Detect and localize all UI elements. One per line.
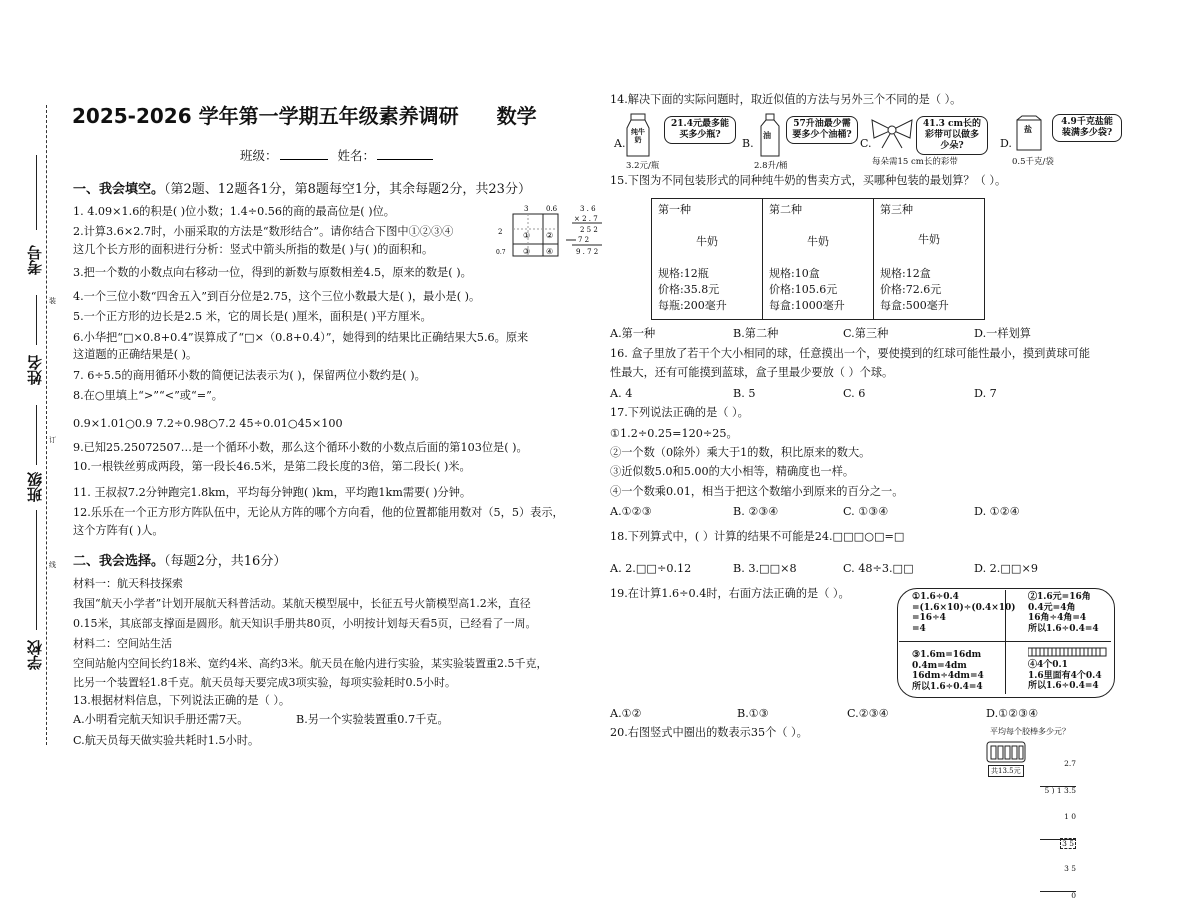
question: 8.在○里填上“>”“<”或“=”。 bbox=[73, 389, 223, 402]
option-letter[interactable]: B. bbox=[742, 137, 754, 150]
package-spec: 规格:12瓶 bbox=[658, 267, 709, 280]
name-label: 姓名 bbox=[26, 355, 44, 385]
exam-title bbox=[72, 100, 537, 129]
option[interactable]: B. ②③④ bbox=[733, 505, 779, 518]
svg-text:0.7: 0.7 bbox=[496, 249, 506, 256]
binding-mark: 装 bbox=[49, 297, 56, 305]
svg-text:②: ② bbox=[546, 231, 554, 240]
option[interactable]: B.①③ bbox=[737, 707, 769, 720]
student-info bbox=[240, 146, 433, 164]
option[interactable]: C. ①③④ bbox=[843, 505, 889, 518]
price-caption: 0.5千克/袋 bbox=[1012, 157, 1054, 167]
exam-no-line bbox=[36, 155, 37, 230]
section-note: （每题2分，共16分） bbox=[164, 554, 287, 569]
speech-bubble: 57升油最少需要多少个油桶? bbox=[786, 116, 858, 144]
bottle-label: 油 bbox=[763, 130, 771, 140]
division-figure bbox=[1040, 743, 1076, 909]
svg-text:2: 2 bbox=[498, 228, 503, 236]
method-1: ①1.6÷0.4 =(1.6×10)÷(0.4×10) =16÷4 =4 bbox=[912, 592, 1016, 634]
question: 20.右图竖式中圈出的数表示35个（ ）。 bbox=[610, 726, 808, 739]
svg-text:④: ④ bbox=[546, 247, 554, 256]
material-line: 我国“航天小学者”计划开展航天科普活动。某航天模型展中，长征五号火箭模型高1.2米，直径 bbox=[73, 597, 531, 610]
package-name: 牛奶 bbox=[807, 235, 829, 248]
svg-text:①: ① bbox=[523, 231, 531, 240]
option[interactable]: C.②③④ bbox=[847, 707, 889, 720]
speech-bubble: 4.9千克盐能装满多少袋? bbox=[1052, 114, 1122, 142]
option[interactable]: B.第二种 bbox=[733, 327, 779, 340]
option[interactable]: D.①②③④ bbox=[986, 707, 1039, 720]
package-spec: 规格:10盒 bbox=[769, 267, 820, 280]
package-head: 第二种 bbox=[769, 203, 802, 216]
question: 11. 王叔叔7.2分钟跑完1.8km，平均每分钟跑( )km，平均跑1km需要( )分钟。 bbox=[73, 486, 472, 499]
grid-strip-icon bbox=[1028, 647, 1108, 657]
milk-table bbox=[651, 198, 985, 320]
svg-text:3: 3 bbox=[524, 205, 529, 213]
package-each: 每盒:500毫升 bbox=[880, 299, 949, 312]
price-caption: 每朵需15 cm长的彩带 bbox=[872, 157, 958, 167]
package-cell bbox=[874, 199, 985, 320]
question: 这个方阵有( )人。 bbox=[73, 524, 164, 537]
partial-product: 3 5 bbox=[1064, 864, 1076, 874]
section-title bbox=[73, 550, 286, 569]
option[interactable]: B. 5 bbox=[733, 387, 756, 400]
question: 15.下图为不同包装形式的同种纯牛奶的售卖方式，买哪种包装的最划算？（ ）。 bbox=[610, 174, 1007, 187]
material-line: 材料一：航天科技探索 bbox=[73, 577, 183, 590]
option[interactable]: D. 7 bbox=[974, 387, 997, 400]
svg-text:3 . 6: 3 . 6 bbox=[580, 205, 596, 213]
package-spec: 规格:12盒 bbox=[880, 267, 931, 280]
school-label: 学校 bbox=[26, 640, 44, 670]
material-line: 空间站舱内空间长约18米、宽约4米、高约3米。航天员在舱内进行实验，某实验装置重2.5千克， bbox=[73, 657, 548, 670]
option[interactable]: C.第三种 bbox=[843, 327, 889, 340]
section-title-text: 二、我会选择。 bbox=[73, 554, 165, 569]
price-tag: 共13.5元 bbox=[988, 765, 1024, 777]
question: 0.9×1.01○0.9 7.2÷0.98○7.2 45÷0.01○45×100 bbox=[73, 417, 343, 430]
question: 18.下列算式中，( ）计算的结果不可能是24.□□□○□=□ bbox=[610, 530, 905, 543]
package-price: 价格:72.6元 bbox=[880, 283, 942, 296]
section-note: （第2题、12题各1分，第8题每空1分，其余每题2分，共23分） bbox=[164, 182, 531, 197]
class-label: 班级 bbox=[26, 472, 44, 502]
question: 9.已知25.25072507…是一个循环小数，那么这个循环小数的小数点后面的第103位是( )。 bbox=[73, 441, 528, 454]
question: 2.计算3.6×2.7时，小丽采取的方法是“数形结合”。请你结合下图中①②③④ bbox=[73, 225, 454, 238]
option[interactable]: A.第一种 bbox=[610, 327, 656, 340]
material-line: 比另一个装置轻1.8千克。航天员每天要完成3项实验，每项实验耗时0.5小时。 bbox=[73, 676, 456, 689]
title-text: 2025-2026 学年第一学期五年级素养调研 bbox=[72, 104, 459, 128]
option[interactable]: A.①② bbox=[610, 707, 642, 720]
package-cell bbox=[763, 199, 874, 320]
question: 19.在计算1.6÷0.4时，右面方法正确的是（ ）。 bbox=[610, 587, 850, 600]
question: 16. 盒子里放了若干个大小相同的球，任意摸出一个，要使摸到的红球可能性最小，摸到黄球可能 bbox=[610, 347, 1091, 360]
option[interactable]: D.一样划算 bbox=[974, 327, 1031, 340]
quotient: 2.7 bbox=[1064, 759, 1076, 769]
svg-text:7 2: 7 2 bbox=[578, 236, 590, 244]
option[interactable]: A.①②③ bbox=[610, 505, 652, 518]
option[interactable]: C. 48÷3.□□ bbox=[843, 562, 914, 575]
option[interactable]: D. 2.□□×9 bbox=[974, 562, 1038, 575]
package-price: 价格:105.6元 bbox=[769, 283, 838, 296]
section-title-text: 一、我会填空。 bbox=[73, 182, 165, 197]
question: 这几个长方形的面积进行分析：竖式中箭头所指的数是( )与( )的面积和。 bbox=[73, 243, 434, 256]
question: 这道题的正确结果是( )。 bbox=[73, 348, 198, 361]
school-line bbox=[36, 510, 37, 630]
class-line bbox=[36, 405, 37, 465]
question: 6.小华把“□×0.8+0.4”误算成了“□×（0.8+0.4）”，她得到的结果比正确结果大5.6。原来 bbox=[73, 331, 529, 344]
material-line: 材料二：空间站生活 bbox=[73, 637, 172, 650]
option-letter[interactable]: A. bbox=[614, 137, 626, 150]
speech-bubble: 41.3 cm长的彩带可以做多少朵? bbox=[916, 116, 988, 155]
question: 12.乐乐在一个正方形方阵队伍中，无论从方阵的哪个方向看，他的位置都能用数对（5，5）表示， bbox=[73, 506, 564, 519]
material-line: 0.15米，其底部支撑面是圆形。航天知识手册共80页，小明按计划每天看5页，已经看了一周。 bbox=[73, 617, 537, 630]
question: 3.把一个数的小数点向右移动一位，得到的新数与原数相差4.5，原来的数是( )。 bbox=[73, 266, 472, 279]
binding-line bbox=[46, 105, 47, 745]
question: 性最大，还有可能摸到蓝球，盒子里最少要放（ ）个球。 bbox=[610, 366, 894, 379]
package-name: 牛奶 bbox=[918, 233, 940, 246]
area-model-figure bbox=[496, 202, 606, 262]
price-caption: 3.2元/瓶 bbox=[626, 161, 660, 171]
option[interactable]: B.另一个实验装置重0.7千克。 bbox=[296, 713, 449, 726]
question: 5.一个正方形的边长是2.5 米，它的周长是( )厘米，面积是( )平方厘米。 bbox=[73, 310, 432, 323]
dividend: 5 ) 1 3.5 bbox=[1040, 786, 1076, 796]
svg-text:9 . 7 2: 9 . 7 2 bbox=[576, 248, 599, 256]
methods-divider bbox=[899, 641, 1111, 642]
option[interactable]: D. ①②④ bbox=[974, 505, 1020, 518]
binding-mark: 线 bbox=[49, 561, 56, 569]
package-each: 每瓶:200毫升 bbox=[658, 299, 727, 312]
method-4: ④4个0.1 1.6里面有4个0.4 所以1.6÷0.4=4 bbox=[1028, 660, 1102, 691]
subject-text: 数学 bbox=[496, 104, 537, 128]
ribbon-bow-icon bbox=[868, 116, 916, 150]
package-head: 第一种 bbox=[658, 203, 691, 216]
circled-number: 3 5 bbox=[1062, 838, 1074, 848]
option[interactable]: A. 2.□□÷0.12 bbox=[610, 562, 692, 575]
option[interactable]: B. 3.□□×8 bbox=[733, 562, 797, 575]
option-letter[interactable]: C. bbox=[860, 137, 872, 150]
svg-text:× 2 . 7: × 2 . 7 bbox=[574, 215, 598, 223]
option[interactable]: C. 6 bbox=[843, 387, 866, 400]
remainder: 0 bbox=[1040, 891, 1076, 901]
svg-text:③: ③ bbox=[523, 247, 531, 256]
package-each: 每盒:1000毫升 bbox=[769, 299, 845, 312]
name-line bbox=[36, 295, 37, 345]
question: 10.一根铁丝剪成两段，第一段长46.5米，是第二段长度的3倍，第二段长( )米。 bbox=[73, 460, 471, 473]
figure-question: 平均每个胶棒多少元？ bbox=[990, 727, 1070, 736]
speech-bubble: 21.4元最多能买多少瓶? bbox=[664, 116, 736, 144]
question: 1. 4.09×1.6的积是( )位小数；1.4÷0.56的商的最高位是( )位。 bbox=[73, 205, 395, 218]
package-head: 第三种 bbox=[880, 203, 913, 216]
name-label-text: 姓名： bbox=[337, 148, 376, 163]
method-2: ②1.6元=16角 0.4元=4角 16角÷4角=4 所以1.6÷0.4=4 bbox=[1028, 592, 1099, 634]
exam-no-label: 考号 bbox=[26, 245, 44, 275]
question: 13.根据材料信息，下列说法正确的是（ ）。 bbox=[73, 694, 291, 707]
option-letter[interactable]: D. bbox=[1000, 137, 1012, 150]
class-label-text: 班级： bbox=[240, 148, 278, 163]
question: 14.解决下面的实际问题时，取近似值的方法与另外三个不同的是（ ）。 bbox=[610, 93, 962, 106]
statement: ②一个数（0除外）乘大于1的数，积比原来的数大。 bbox=[610, 446, 871, 459]
glue-sticks-icon bbox=[986, 740, 1026, 764]
package-price: 价格:35.8元 bbox=[658, 283, 720, 296]
question: 17.下列说法正确的是（ ）。 bbox=[610, 406, 749, 419]
bag-label: 盐 bbox=[1024, 124, 1032, 134]
question: 7. 6÷5.5的商用循环小数的简便记法表示为( )，保留两位小数约是( )。 bbox=[73, 369, 426, 382]
partial-product: 1 0 bbox=[1064, 811, 1076, 821]
method-3: ③1.6m=16dm 0.4m=4dm 16dm÷4dm=4 所以1.6÷0.4=4 bbox=[912, 650, 984, 692]
package-cell bbox=[652, 199, 763, 320]
option[interactable]: A. 4 bbox=[610, 387, 633, 400]
binding-mark: 订 bbox=[49, 436, 56, 444]
class-blank[interactable] bbox=[280, 159, 328, 160]
statement: ①1.2÷0.25=120÷25。 bbox=[610, 427, 738, 440]
price-caption: 2.8升/桶 bbox=[754, 161, 788, 171]
section-title bbox=[73, 178, 531, 197]
statement: ④一个数乘0.01，相当于把这个数缩小到原来的百分之一。 bbox=[610, 485, 904, 498]
name-blank[interactable] bbox=[377, 159, 433, 160]
package-name: 牛奶 bbox=[696, 235, 718, 248]
option[interactable]: A.小明看完航天知识手册还需7天。 bbox=[73, 713, 249, 726]
option[interactable]: C.航天员每天做实验共耗时1.5小时。 bbox=[73, 734, 260, 747]
question: 4.一个三位小数“四舍五入”到百分位是2.75，这个三位小数最大是( )，最小是( )。 bbox=[73, 290, 481, 303]
statement: ③近似数5.0和5.00的大小相等，精确度也一样。 bbox=[610, 465, 855, 478]
svg-text:2 5 2: 2 5 2 bbox=[580, 226, 598, 234]
bottle-label: 纯牛奶 bbox=[631, 127, 645, 144]
svg-text:0.6: 0.6 bbox=[546, 205, 558, 213]
